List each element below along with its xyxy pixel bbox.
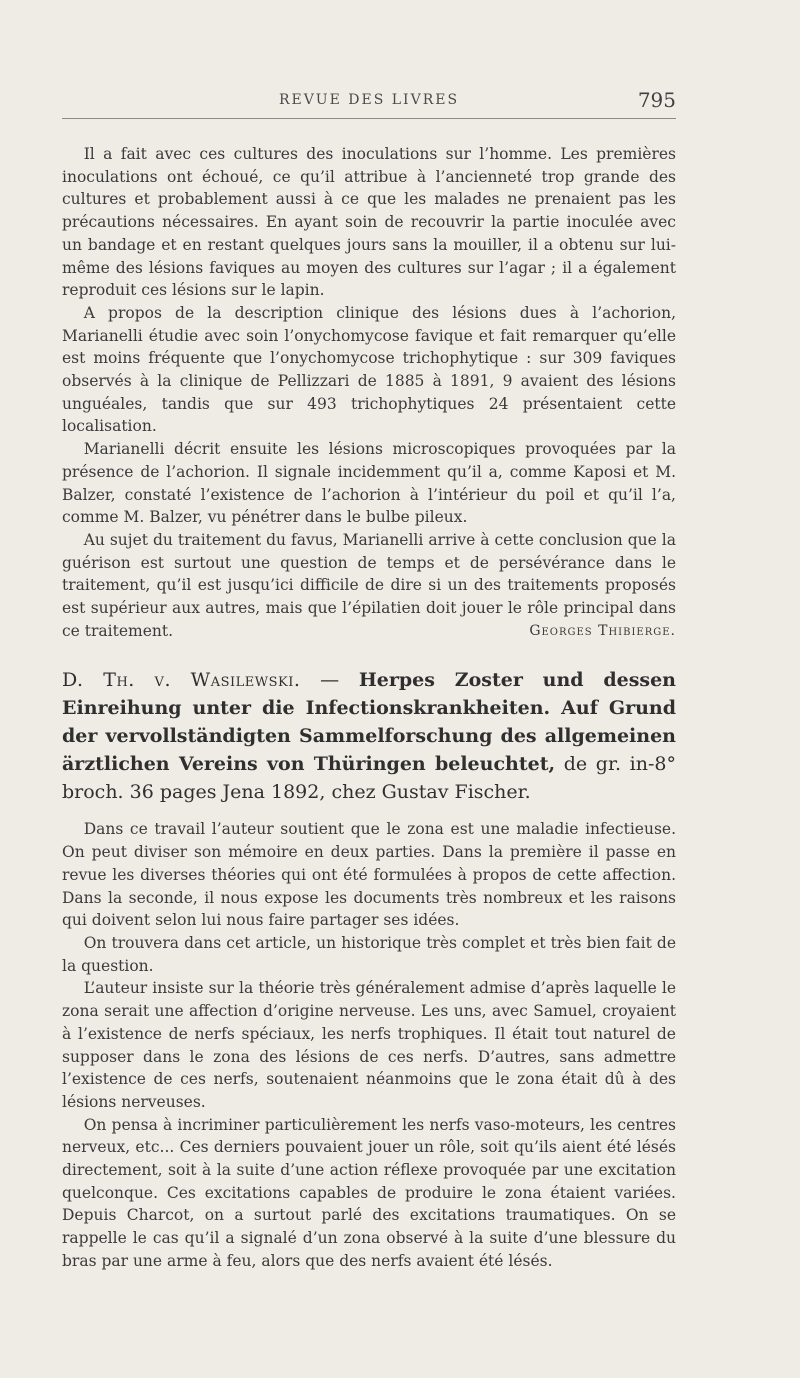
paragraph: A propos de la description clinique des lésions dues à l’achorion, Marianelli étudie avec soin l’onychomycose favique et fait remarquer qu’elle est moins fréquente que l’onychomycose trichophytique : sur 309 faviques observés à la clinique de Pellizzari de 1885 à 1891, 9 avaient des lésions unguéales, tandis que sur 493 trichophytiques 24 présentaient cette localisation. <box>62 303 676 436</box>
review-wasilewski <box>62 818 676 1272</box>
running-header <box>62 88 676 119</box>
paragraph: Il a fait avec ces cultures des inoculations sur l’homme. Les premières inoculations ont échoué, ce qu’il attribue à l’ancienneté trop grande des cultures et probablement aussi à ce que les malades ne prenaient pas les précautions nécessaires. En ayant soin de recouvrir la partie inoculée avec un bandage et en restant quelques jours sans la mouiller, il a obtenu sur lui-même des lésions faviques au moyen des cultures sur l’agar ; il a également reproduit ces lésions sur le lapin. <box>62 145 676 300</box>
paragraph: Dans ce travail l’auteur soutient que le zona est une maladie infectieuse. On peut diviser son mémoire en deux parties. Dans la première il passe en revue les diverses théories qui ont été formulées à propos de cette affection. Dans la seconde, il nous expose les documents très nombreux et les raisons qui doivent selon lui nous faire partager ses idées. <box>62 820 676 930</box>
paragraph <box>62 529 676 643</box>
paragraph: On pensa à incriminer particulièrement les nerfs vaso-moteurs, les centres nerveux, etc... Ces derniers pouvaient jouer un rôle, soit qu’ils aient été lésés directement, soit à la suite d’une action réflexe provoquée par une excitation quelconque. Ces excitations capables de produire le zona étaient variées. Depuis Charcot, on a surtout parlé des excitations traumatiques. On se rappelle le cas qu’il a signalé d’un zona observé à la suite d’une blessure du bras par une arme à feu, alors que des nerfs avaient été lésés. <box>62 1115 676 1270</box>
review-signature: Georges Thibierge. <box>529 622 676 639</box>
review-author: D. Th. v. Wasilewski. — <box>62 669 340 692</box>
review-thibierge <box>62 143 676 642</box>
paragraph: Marianelli décrit ensuite les lésions microscopiques provoquées par la présence de l’achorion. Il signale incidemment qu’il a, comme Kaposi et M. Balzer, constaté l’existence de l’achorion à l’intérieur du poil et qu’il l’a, comme M. Balzer, vu pénétrer dans le bulbe pileux. <box>62 440 676 527</box>
review-heading <box>62 666 676 806</box>
paragraph: On trouvera dans cet article, un historique très complet et très bien fait de la question. <box>62 933 676 975</box>
review-work-title: Herpes Zoster und dessen Einreihung unter die Infectionskrankheiten. Auf Grund der vervollständigten Sammelforschung des allgemeinen ärztlichen Vereins von Thüringen beleuchtet, <box>62 669 676 776</box>
page-number: 795 <box>637 88 676 112</box>
book-page <box>62 88 676 1273</box>
running-title: REVUE DES LIVRES <box>278 92 460 108</box>
paragraph: L’auteur insiste sur la théorie très généralement admise d’après laquelle le zona serait une affection d’origine nerveuse. Les uns, avec Samuel, croyaient à l’existence de nerfs spéciaux, les nerfs trophiques. Il était tout naturel de supposer dans le zona des lésions de ces nerfs. D’autres, sans admettre l’existence de ces nerfs, soutenaient néanmoins que le zona était dû à des lésions nerveuses. <box>62 979 676 1111</box>
paragraph-text: Au sujet du traitement du favus, Marianelli arrive à cette conclusion que la guérison est surtout une question de temps et de persévérance dans le traitement, qu’il est jusqu’ici difficile de dire si un des traitements proposés est supérieur aux autres, mais que l’épilatien doit jouer le rôle principal dans ce traitement. <box>62 530 676 640</box>
review-work-details: de gr. in-8° broch. 36 pages Jena 1892, chez Gustav Fischer. <box>62 753 676 804</box>
